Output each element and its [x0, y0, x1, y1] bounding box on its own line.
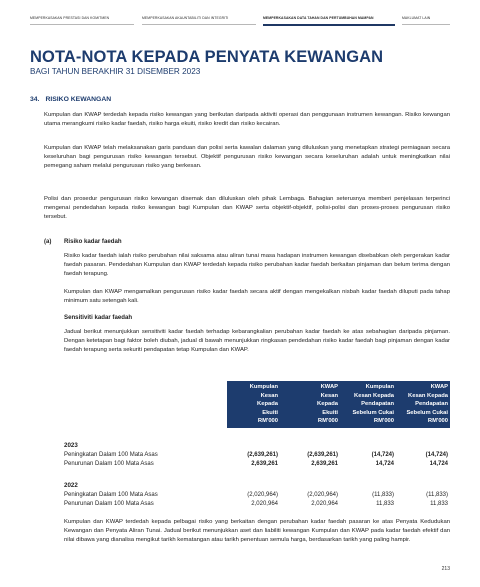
- page-title: NOTA-NOTA KEPADA PENYATA KEWANGAN: [30, 48, 384, 66]
- col-header-unit: RM'000: [373, 418, 394, 425]
- page-number: 213: [441, 566, 450, 572]
- nav-tab-akauntabiliti[interactable]: MEMPERKASAKAN AKAUNTABILITI DAN INTEGRITI: [142, 16, 229, 20]
- col-header-line: KWAP: [320, 384, 338, 390]
- nav-tab-underline-active: [263, 24, 395, 26]
- col-header-unit: RM'000: [317, 418, 338, 425]
- section-heading: [30, 96, 117, 103]
- row-label: Penurunan Dalam 100 Mata Asas: [64, 461, 154, 467]
- col-header-line: Ekuiti: [262, 409, 278, 416]
- nav-tab-underline: [402, 24, 450, 25]
- col-header-line: KWAP: [430, 384, 448, 390]
- col-header-unit: RM'000: [427, 418, 448, 425]
- col-header-line: Sebelum Cukai: [406, 409, 448, 416]
- cell-kwap-ekuiti: 2,639,261: [311, 461, 338, 467]
- row-label: Penurunan Dalam 100 Mata Asas: [64, 501, 154, 507]
- cell-kwap-pendapatan: (11,833): [426, 492, 448, 498]
- table-col-header: [352, 383, 394, 426]
- table-row: [64, 491, 450, 500]
- sensitivity-paragraph: Jadual berikut menunjukkan sensitiviti kadar faedah terhadap kebarangkalian perubahan kadar faedah ke atas sebahagian daripada pinjaman. Dengan ketetapan bagi faktor boleh diubah, jadual di bawah menunjukkan ringkasan pendedahan risiko kadar faedah bagi pinjaman dengan kadar faedah terapung serta sekuriti pendapatan tetap Kumpulan dan KWAP.: [64, 329, 450, 353]
- col-header-line: Kesan: [320, 392, 338, 399]
- sensitivity-heading: Sensitiviti kadar faedah: [64, 314, 133, 321]
- col-header-line: Kesan Kepada: [408, 392, 448, 399]
- table-year-label: 2022: [64, 482, 78, 489]
- col-header-line: Kesan: [260, 392, 278, 399]
- section-number: 34.: [30, 96, 40, 103]
- top-navigation: [30, 12, 450, 26]
- table-row: [64, 451, 450, 460]
- cell-kumpulan-pendapatan: 14,724: [375, 461, 394, 467]
- section-paragraph-2: Kumpulan dan KWAP telah melaksanakan garis panduan dan polisi serta kawalan dalaman yang diluluskan yang menetapkan strategi perniagaan secara keseluruhan bagi pengurusan risiko kewangan tersebut. Objektif pengurusan risiko kewangan secara keseluruhan adalah untuk meningkatkan nilai pemegang saham melalui pengurusan risiko yang berkesan.: [44, 145, 450, 169]
- col-header-line: Kepada: [257, 401, 278, 408]
- cell-kumpulan-pendapatan: (11,833): [372, 492, 394, 498]
- cell-kwap-pendapatan: 14,724: [429, 461, 448, 467]
- cell-kwap-ekuiti: (2,639,261): [307, 452, 338, 458]
- cell-kumpulan-pendapatan: (14,724): [371, 452, 394, 458]
- table-year-label: 2023: [64, 442, 78, 449]
- col-header-line: Kepada: [317, 401, 338, 408]
- row-label: Peningkatan Dalam 100 Mata Asas: [64, 492, 158, 498]
- nav-tab-data-tahan[interactable]: MEMPERKASAKAN DATA TAHAN DAN PERTUMBUHAN MAMPAN: [263, 16, 374, 20]
- col-header-line: Kumpulan: [249, 384, 278, 390]
- subsection-paragraph-2: Kumpulan dan KWAP mengamalkan pengurusan risiko kadar faedah secara aktif dengan mengekalkan nisbah kadar faedah diluputi pada tahap minimum satu setengah kali.: [64, 289, 450, 304]
- nav-tab-underline: [30, 24, 134, 25]
- cell-kumpulan-ekuiti: (2,639,261): [247, 452, 278, 458]
- row-label: Peningkatan Dalam 100 Mata Asas: [64, 452, 158, 458]
- nav-tab-underline: [142, 24, 256, 25]
- subsection-heading: [44, 238, 122, 245]
- col-header-line: Sebelum Cukai: [352, 409, 394, 416]
- cell-kwap-pendapatan: (14,724): [425, 452, 448, 458]
- subsection-letter: (a): [44, 238, 52, 245]
- section-title: RISIKO KEWANGAN: [45, 96, 112, 103]
- col-header-line: Pendapatan: [415, 401, 448, 408]
- subsection-paragraph-1: Risiko kadar faedah ialah risiko perubahan nilai saksama atau aliran tunai masa hadapan instrumen kewangan disebabkan oleh pergerakan kadar faedah pasaran. Pendedahan Kumpulan dan KWAP terdedah kepada risiko perubahan kadar faedah berkaitan pinjaman dan belum terima dengan faedah terapung.: [64, 253, 450, 277]
- section-paragraph-3: Polisi dan prosedur pengurusan risiko kewangan disemak dan diluluskan oleh pihak Lembaga. Bahagian seterusnya memberi penjelasan terperinci mengenai pendedahan kepada risiko kewangan bagi Kumpulan dan KWAP serta objektif-objektif, polisi-polisi dan proses-proses pengurusan risiko tersebut.: [44, 196, 450, 220]
- col-header-unit: RM'000: [257, 418, 278, 425]
- cell-kwap-ekuiti: (2,020,964): [307, 492, 338, 498]
- table-col-header: [250, 383, 278, 426]
- table-row: [64, 460, 450, 469]
- nav-tab-prestasi[interactable]: MEMPERKASAKAN PRESTASI DAN KOMITMEN: [30, 16, 110, 20]
- nav-tab-maklumat-lain[interactable]: MAKLUMAT LAIN: [402, 16, 431, 20]
- col-header-line: Ekuiti: [322, 409, 338, 416]
- table-row: [64, 500, 450, 509]
- page-subtitle: BAGI TAHUN BERAKHIR 31 DISEMBER 2023: [30, 67, 201, 76]
- table-col-header: [406, 383, 448, 426]
- closing-paragraph: Kumpulan dan KWAP terdedah kepada pelbagai risiko yang berkaitan dengan perubahan kadar faedah pasaran ke atas Penyata Kedudukan Kewangan dan Penyata Aliran Tunai. Jadual berikut menunjukkan aset dan liabiliti kewangan Kumpulan dan KWAP pada kadar faedah efektif dan nilai dibawa yang dianalisa mengikut tarikh kematangan atau tarikh penentuan semula harga, berdasarkan tarikh yang paling hampir.: [64, 519, 450, 543]
- col-header-line: Kumpulan: [365, 384, 394, 390]
- section-paragraph-1: Kumpulan dan KWAP terdedah kepada risiko kewangan yang berikutan daripada aktiviti operasi dan penggunaan instrumen kewangan. Risiko kewangan utama merangkumi risiko kadar faedah, risiko harga ekuiti, risiko kredit dan risiko kecairan.: [44, 112, 450, 127]
- col-header-line: Kesan Kepada: [354, 392, 394, 399]
- cell-kumpulan-ekuiti: 2,020,964: [251, 501, 278, 507]
- cell-kumpulan-ekuiti: (2,020,964): [247, 492, 278, 498]
- col-header-line: Pendapatan: [361, 401, 394, 408]
- cell-kumpulan-pendapatan: 11,833: [376, 501, 394, 507]
- cell-kumpulan-ekuiti: 2,639,261: [251, 461, 278, 467]
- table-col-header: [317, 383, 338, 426]
- cell-kwap-pendapatan: 11,833: [430, 501, 448, 507]
- cell-kwap-ekuiti: 2,020,964: [311, 501, 338, 507]
- subsection-title: Risiko kadar faedah: [64, 238, 122, 245]
